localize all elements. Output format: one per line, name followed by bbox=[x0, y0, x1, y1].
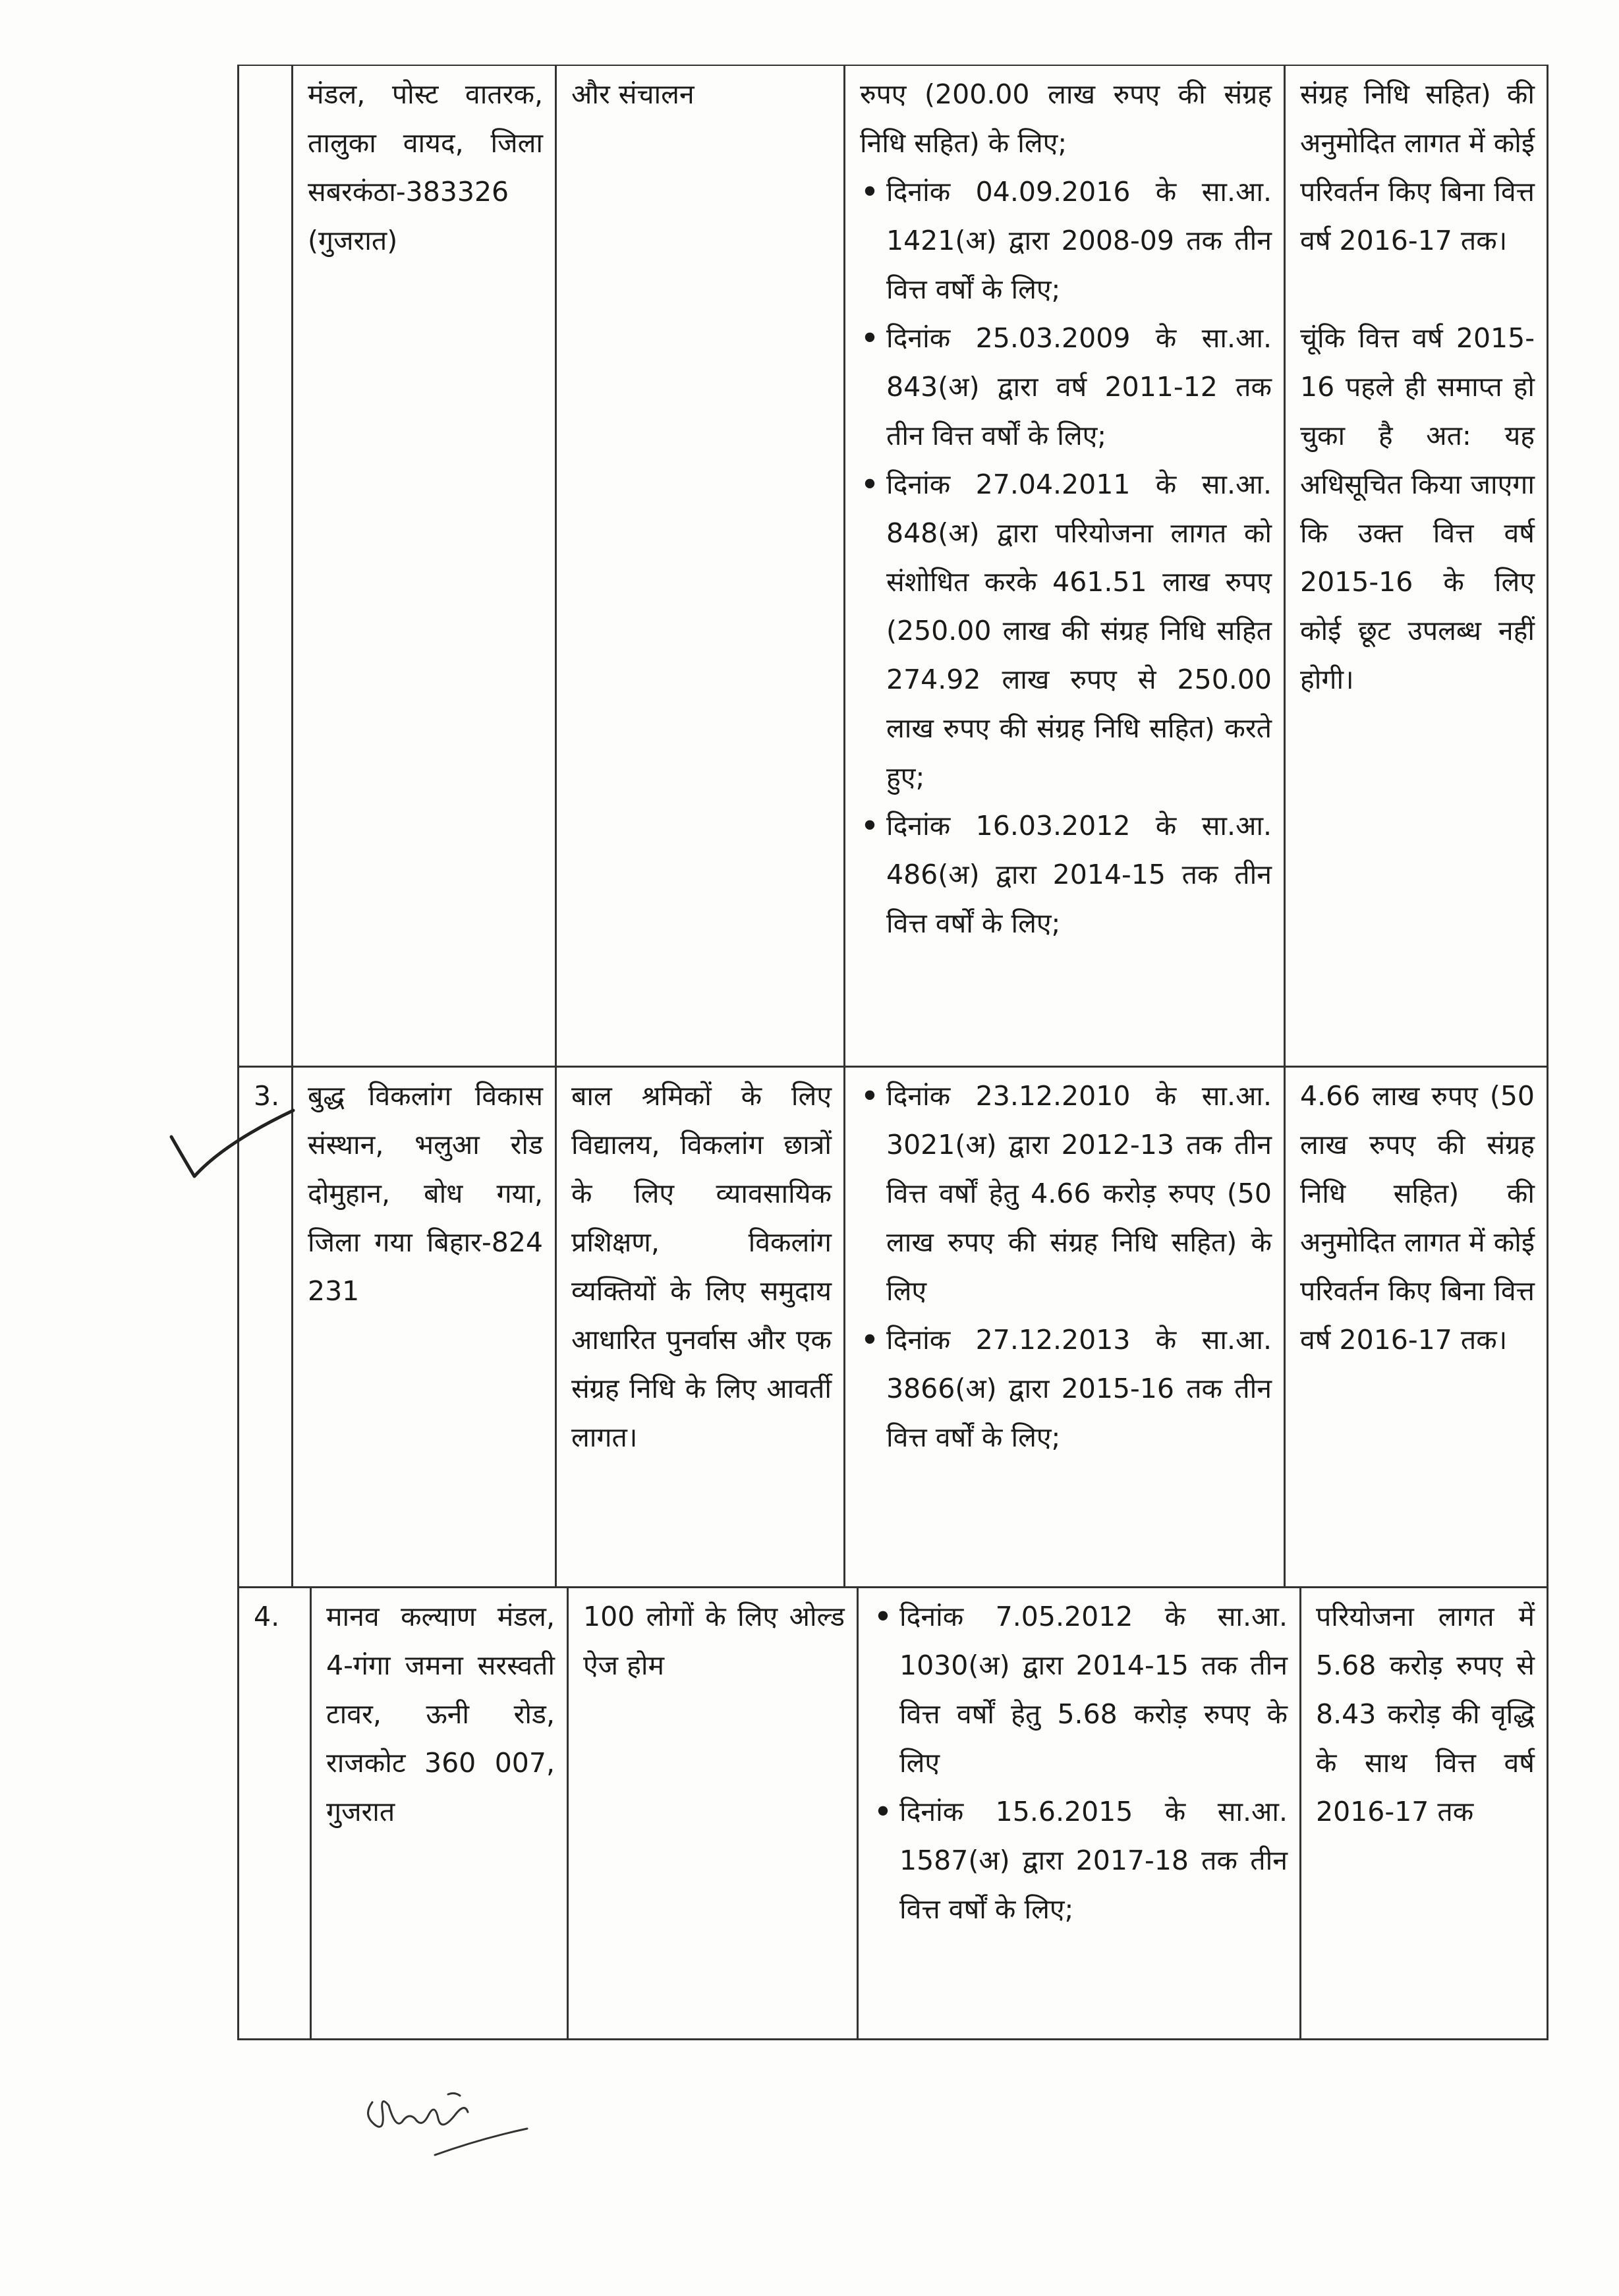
table-row bbox=[239, 1588, 1547, 2038]
notification-entry: दिनांक 7.05.2012 के सा.आ. 1030(अ) द्वारा 2014-15 तक तीन वित्त वर्षों हेतु 5.68 करोड़ रुपए के लिए bbox=[899, 1601, 1288, 1779]
signature-icon bbox=[356, 2089, 540, 2162]
notification-entry: दिनांक 15.6.2015 के सा.आ. 1587(अ) द्वारा 2017-18 तक तीन वित्त वर्षों के लिए; bbox=[899, 1796, 1288, 1925]
organization-name: बुद्ध विकलांग विकास संस्थान, भलुआ रोड दोमुहान, बोध गया, जिला गया बिहार-824 231 bbox=[308, 1080, 543, 1307]
notification-intro: रुपए (200.00 लाख रुपए की संग्रह निधि सहित) के लिए; bbox=[860, 78, 1272, 159]
organization-cell bbox=[293, 66, 557, 1066]
notification-cell bbox=[845, 1068, 1286, 1586]
organization-name: मानव कल्याण मंडल, 4-गंगा जमना सरस्वती टावर, ऊनी रोड, राजकोट 360 007, गुजरात bbox=[326, 1601, 555, 1827]
remarks-text: परियोजना लागत में 5.68 करोड़ रुपए से 8.43 करोड़ की वृद्धि के साथ वित्त वर्ष 2016-17 तक bbox=[1316, 1601, 1535, 1827]
bullet-icon: • bbox=[861, 1080, 879, 1112]
notification-cell bbox=[845, 66, 1286, 1066]
bullet-icon: • bbox=[861, 469, 879, 500]
bullet-icon: • bbox=[874, 1601, 892, 1632]
notification-entry: दिनांक 27.04.2011 के सा.आ. 848(अ) द्वारा परियोजना लागत को संशोधित करके 461.51 लाख रुपए (250.00 लाख की संग्रह निधि सहित 274.92 लाख रुपए से 250.00 लाख रुपए की संग्रह निधि सहित) करते हुए; bbox=[886, 469, 1272, 793]
bullet-icon: • bbox=[861, 810, 879, 842]
purpose-cell bbox=[569, 1588, 859, 2038]
purpose-text: और संचालन bbox=[571, 78, 695, 110]
list-item bbox=[873, 1592, 1288, 1787]
purpose-cell bbox=[557, 1068, 845, 1586]
notification-entry: दिनांक 16.03.2012 के सा.आ. 486(अ) द्वारा 2014-15 तक तीन वित्त वर्षों के लिए; bbox=[886, 810, 1272, 939]
organization-cell bbox=[312, 1588, 569, 2038]
purpose-text: 100 लोगों के लिए ओल्ड ऐज होम bbox=[583, 1601, 845, 1681]
bullet-icon: • bbox=[874, 1796, 892, 1827]
remarks-cell bbox=[1286, 66, 1547, 1066]
notification-entry: दिनांक 23.12.2010 के सा.आ. 3021(अ) द्वारा 2012-13 तक तीन वित्त वर्षों हेतु 4.66 करोड़ रुपए (50 लाख रुपए की संग्रह निधि सहित) के लिए bbox=[886, 1080, 1272, 1307]
purpose-text: बाल श्रमिकों के लिए विद्यालय, विकलांग छात्रों के लिए व्यावसायिक प्रशिक्षण, विकलांग व्यक्तियों के लिए समुदाय आधारित पुनर्वास और एक संग्रह निधि के लिए आवर्ती लागत। bbox=[571, 1080, 832, 1453]
list-item bbox=[860, 460, 1272, 801]
serial-number: 4. bbox=[254, 1601, 280, 1632]
remarks-text: 4.66 लाख रुपए (50 लाख रुपए की संग्रह निधि सहित) की अनुमोदित लागत में कोई परिवर्तन किए बिना वित्त वर्ष 2016-17 तक। bbox=[1300, 1080, 1535, 1356]
sno-cell bbox=[239, 1588, 312, 2038]
remarks-text: संग्रह निधि सहित) की अनुमोदित लागत में कोई परिवर्तन किए बिना वित्त वर्ष 2016-17 तक। bbox=[1300, 78, 1535, 256]
bullet-icon: • bbox=[861, 176, 879, 208]
notification-entry: दिनांक 25.03.2009 के सा.आ. 843(अ) द्वारा वर्ष 2011-12 तक तीन वित्त वर्षों के लिए; bbox=[886, 322, 1272, 451]
table-row bbox=[239, 1068, 1547, 1588]
remarks-cell bbox=[1286, 1068, 1547, 1586]
bullet-icon: • bbox=[861, 1324, 879, 1356]
notification-entry: दिनांक 04.09.2016 के सा.आ. 1421(अ) द्वारा 2008-09 तक तीन वित्त वर्षों के लिए; bbox=[886, 176, 1272, 305]
organization-cell bbox=[293, 1068, 557, 1586]
list-item bbox=[860, 314, 1272, 460]
list-item bbox=[873, 1787, 1288, 1934]
notification-entry: दिनांक 27.12.2013 के सा.आ. 3866(अ) द्वारा 2015-16 तक तीन वित्त वर्षों के लिए; bbox=[886, 1324, 1272, 1453]
purpose-cell bbox=[557, 66, 845, 1066]
sno-cell bbox=[239, 66, 293, 1066]
list-item bbox=[860, 1072, 1272, 1315]
list-item bbox=[860, 167, 1272, 314]
notification-cell bbox=[859, 1588, 1301, 2038]
organization-name: मंडल, पोस्ट वातरक, तालुका वायद, जिला सबरकंठा-383326 (गुजरात) bbox=[308, 78, 543, 256]
remarks-cell bbox=[1301, 1588, 1547, 2038]
bullet-icon: • bbox=[861, 322, 879, 354]
list-item bbox=[860, 801, 1272, 948]
notification-table bbox=[237, 65, 1548, 2040]
remarks-text: चूंकि वित्त वर्ष 2015-16 पहले ही समाप्त हो चुका है अत: यह अधिसूचित किया जाएगा कि उक्त वित्त वर्ष 2015-16 के लिए कोई छूट उपलब्ध नहीं होगी। bbox=[1300, 322, 1535, 695]
list-item bbox=[860, 1315, 1272, 1462]
table-row bbox=[239, 66, 1547, 1068]
check-mark-icon bbox=[165, 1097, 297, 1190]
serial-number: 3. bbox=[254, 1080, 280, 1112]
